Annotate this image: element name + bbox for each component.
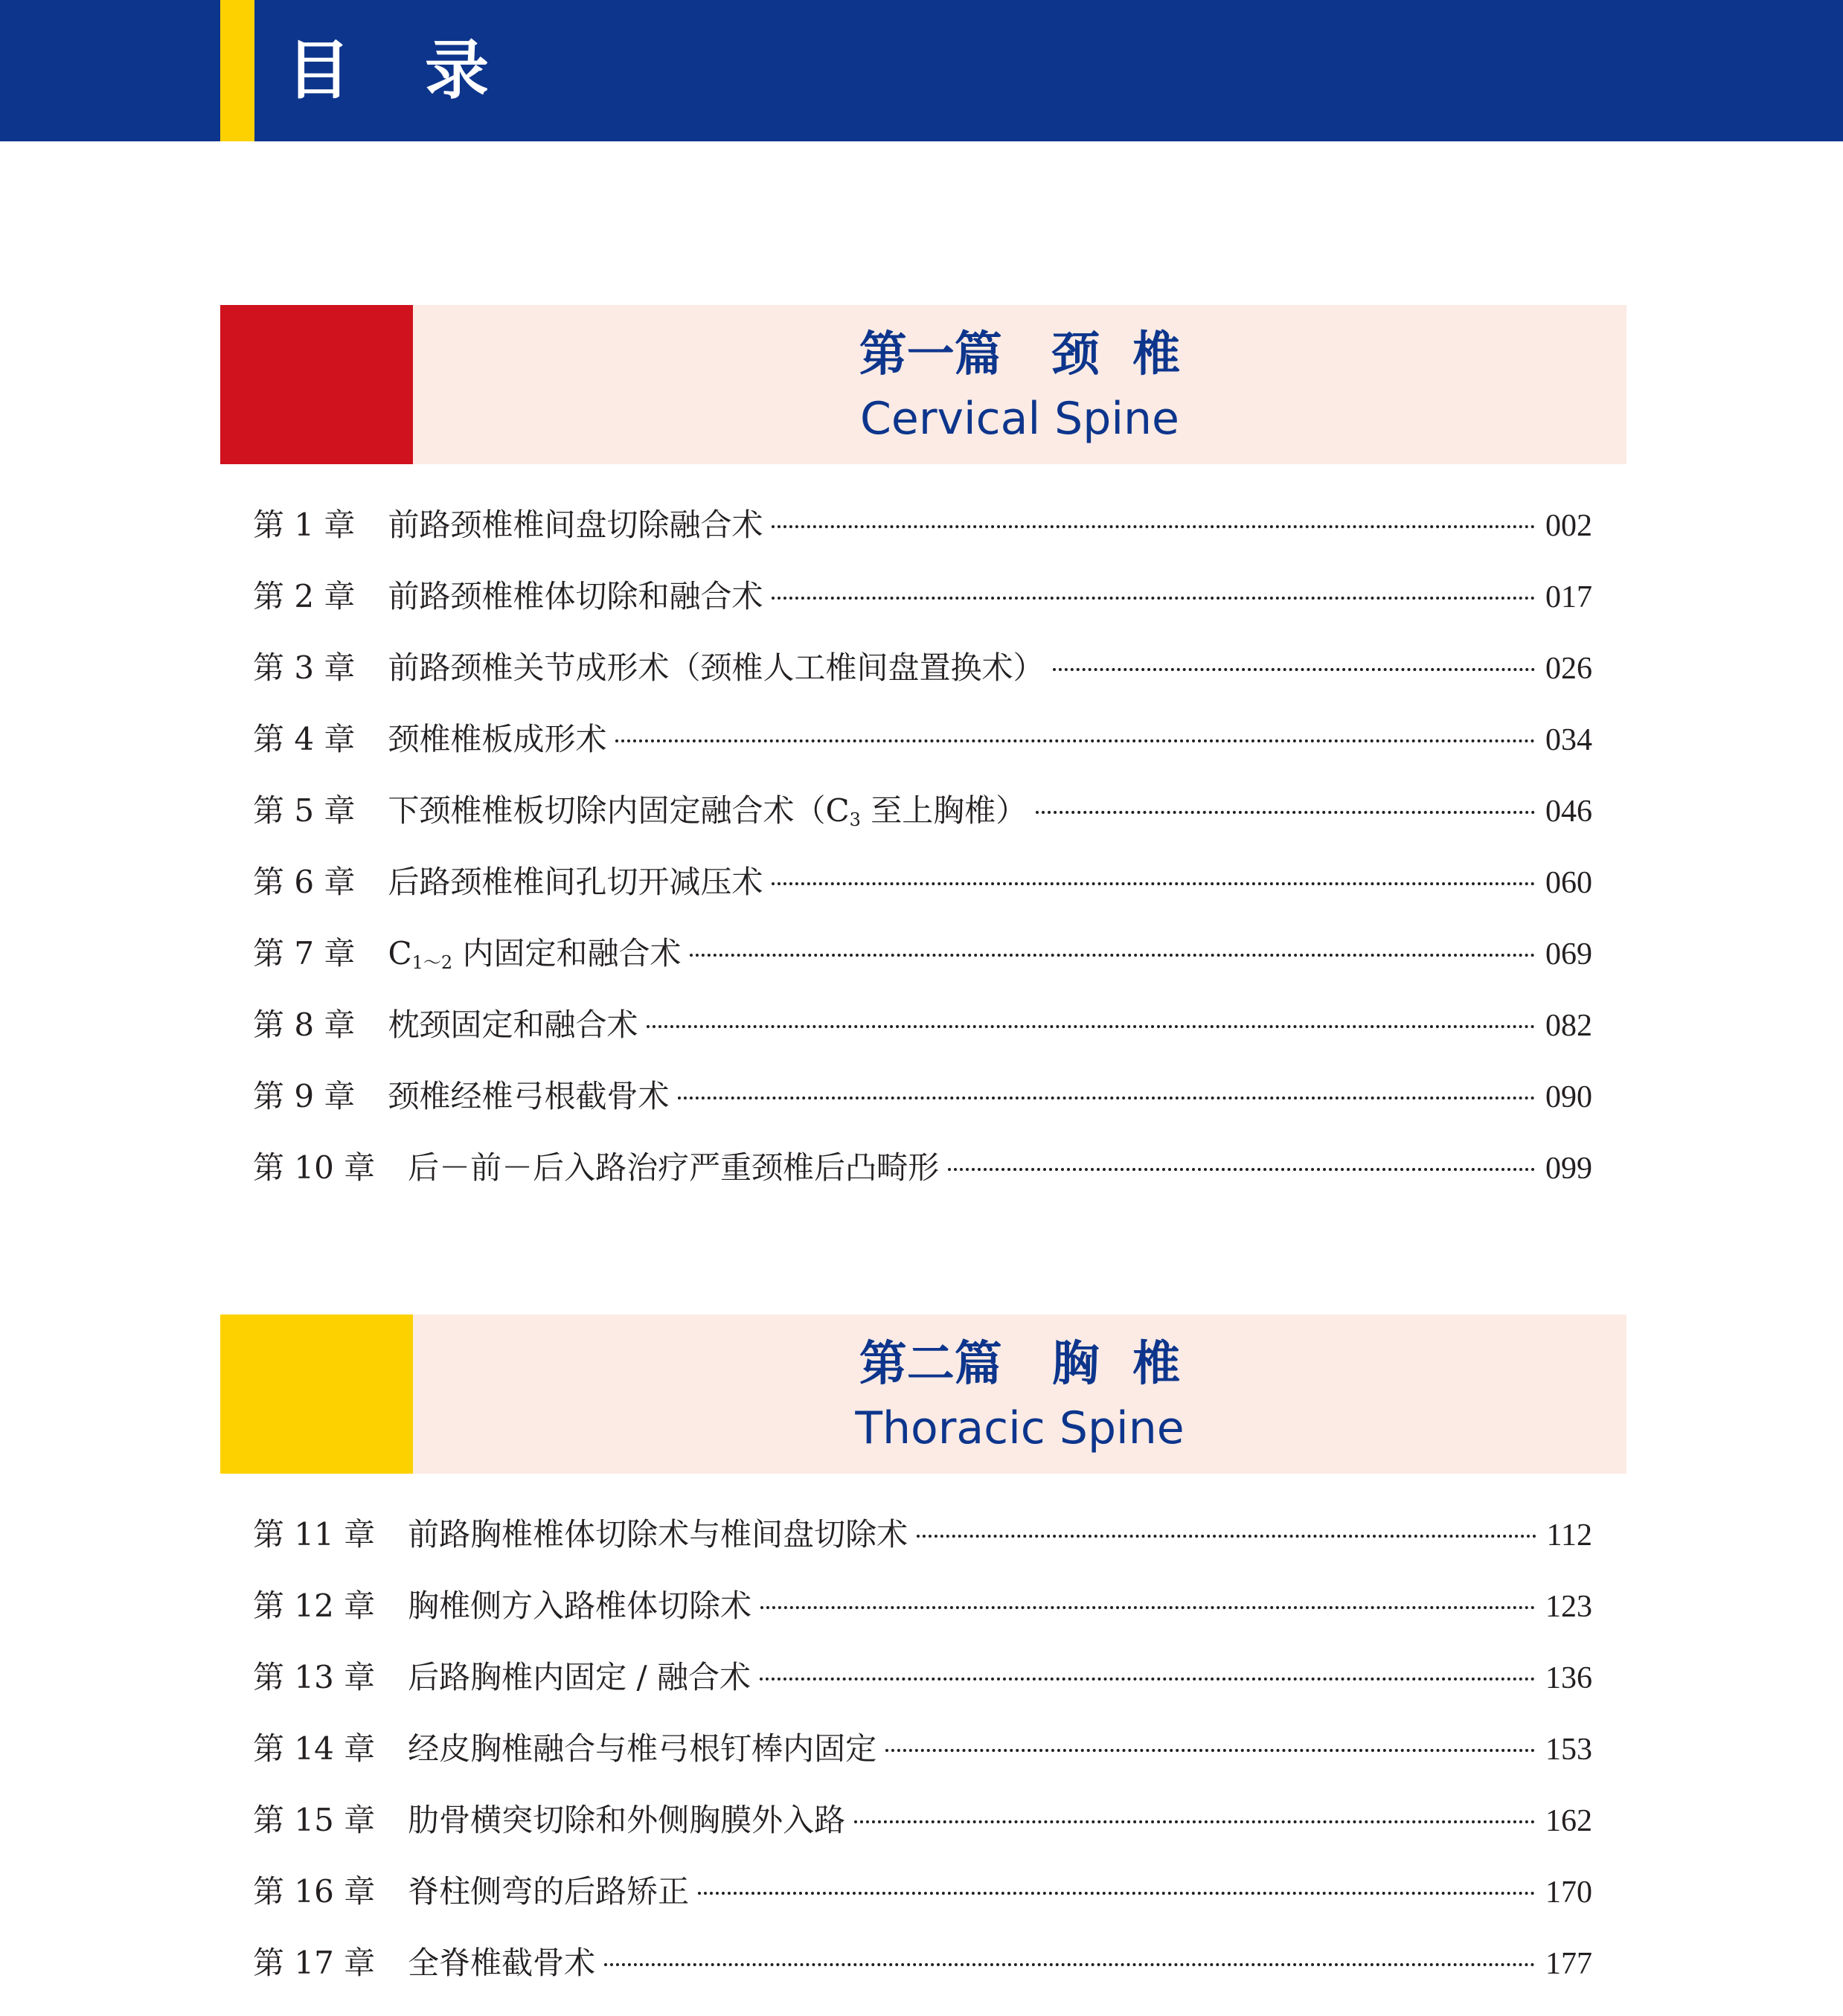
chapter-number: 第 8 章 <box>253 1007 356 1043</box>
dot-leader <box>772 882 1535 885</box>
chapter-title: 前路颈椎椎间盘切除融合术 <box>388 507 763 543</box>
toc-entry[interactable] <box>253 489 1592 561</box>
page-number: 034 <box>1545 723 1592 757</box>
dot-leader <box>615 739 1535 742</box>
toc-entry[interactable] <box>253 1785 1592 1856</box>
chapter-title-subscript: 3 <box>849 809 861 830</box>
part-one-accent-block <box>220 305 413 464</box>
part-two-accent-block <box>220 1314 413 1474</box>
top-banner <box>0 0 1843 141</box>
chapter-title <box>388 775 1027 847</box>
toc-entry[interactable] <box>253 1499 1592 1570</box>
page-number: 060 <box>1545 866 1592 900</box>
toc-entry[interactable] <box>253 632 1592 704</box>
dot-leader <box>760 1606 1535 1609</box>
chapter-number: 第 17 章 <box>253 1945 376 1981</box>
toc-entry[interactable] <box>253 1570 1592 1642</box>
dot-leader <box>760 1678 1535 1680</box>
chapter-title-part: 内固定和融合术 <box>452 935 682 972</box>
page-number: 136 <box>1545 1661 1592 1695</box>
toc-entry[interactable] <box>253 847 1592 918</box>
chapter-number: 第 14 章 <box>253 1730 376 1767</box>
chapter-number: 第 12 章 <box>253 1588 376 1624</box>
chapter-number: 第 4 章 <box>253 721 356 757</box>
chapter-title: 前路胸椎椎体切除术与椎间盘切除术 <box>408 1516 908 1553</box>
page-number: 153 <box>1545 1733 1592 1767</box>
chapter-title: 颈椎椎板成形术 <box>388 721 607 757</box>
chapter-number: 第 9 章 <box>253 1078 356 1114</box>
page-number: 082 <box>1545 1009 1592 1043</box>
chapter-title-part: C <box>388 935 412 972</box>
chapter-title-part: 下颈椎椎板切除内固定融合术（C <box>388 792 850 829</box>
part-two-subtitle: Thoracic Spine <box>855 1402 1185 1454</box>
chapter-number: 第 10 章 <box>253 1149 376 1186</box>
part-one-header <box>220 305 1626 464</box>
page-number: 090 <box>1545 1080 1592 1114</box>
chapter-title: 胸椎侧方入路椎体切除术 <box>408 1588 752 1624</box>
toc-entry[interactable] <box>253 1642 1592 1713</box>
chapter-number: 第 7 章 <box>253 935 356 972</box>
chapter-number: 第 6 章 <box>253 864 356 900</box>
page-number: 177 <box>1545 1947 1592 1981</box>
page-number: 002 <box>1545 509 1592 543</box>
dot-leader <box>698 1892 1535 1895</box>
chapter-title: 后路颈椎椎间孔切开减压术 <box>388 864 763 900</box>
dot-leader <box>1053 668 1535 671</box>
part-two-title: 第二篇 胸 椎 <box>859 1337 1181 1392</box>
chapter-number: 第 15 章 <box>253 1802 376 1838</box>
chapter-title: 肋骨横突切除和外侧胸膜外入路 <box>408 1802 846 1838</box>
chapter-number: 第 16 章 <box>253 1873 376 1910</box>
page-number: 046 <box>1545 794 1592 829</box>
part-two-header <box>220 1314 1626 1474</box>
page-number: 112 <box>1546 1518 1592 1553</box>
page-number: 123 <box>1545 1590 1592 1624</box>
dot-leader <box>772 597 1535 600</box>
chapter-title: 脊柱侧弯的后路矫正 <box>408 1873 690 1910</box>
chapter-title: 后路胸椎内固定 / 融合术 <box>408 1659 751 1695</box>
toc-entry[interactable] <box>253 1927 1592 1999</box>
toc-entry[interactable] <box>253 561 1592 632</box>
dot-leader <box>885 1749 1535 1752</box>
dot-leader <box>690 954 1535 957</box>
chapter-title: 经皮胸椎融合与椎弓根钉棒内固定 <box>408 1730 877 1767</box>
chapter-title <box>388 918 681 989</box>
toc-entry[interactable] <box>253 704 1592 775</box>
page-number: 099 <box>1545 1152 1592 1186</box>
chapter-number: 第 13 章 <box>253 1659 376 1695</box>
chapter-title: 枕颈固定和融合术 <box>388 1007 638 1043</box>
dot-leader <box>917 1535 1536 1538</box>
part-one-chapter-list <box>253 489 1592 1204</box>
part-one-title: 第一篇 颈 椎 <box>859 327 1181 382</box>
toc-entry[interactable] <box>253 1856 1592 1927</box>
chapter-title-part: 至上胸椎） <box>860 792 1028 829</box>
toc-entry[interactable] <box>253 1713 1592 1785</box>
chapter-title: 前路颈椎椎体切除和融合术 <box>388 578 763 614</box>
dot-leader <box>854 1820 1535 1823</box>
page-number: 162 <box>1545 1804 1592 1838</box>
chapter-number: 第 2 章 <box>253 578 356 614</box>
page-number: 170 <box>1545 1875 1592 1910</box>
chapter-title: 后－前－后入路治疗严重颈椎后凸畸形 <box>408 1149 940 1186</box>
contents-heading: 目录 <box>286 33 563 108</box>
part-two-chapter-list <box>253 1499 1592 1999</box>
dot-leader <box>772 525 1535 528</box>
toc-entry[interactable] <box>253 1061 1592 1132</box>
banner-accent-stripe <box>220 0 254 141</box>
dot-leader <box>678 1097 1535 1100</box>
chapter-title: 前路颈椎关节成形术（颈椎人工椎间盘置换术） <box>388 649 1045 686</box>
toc-entry[interactable] <box>253 775 1592 847</box>
chapter-number: 第 11 章 <box>253 1516 376 1553</box>
dot-leader <box>647 1025 1535 1028</box>
part-one-subtitle: Cervical Spine <box>860 393 1179 445</box>
chapter-number: 第 3 章 <box>253 649 356 686</box>
chapter-number: 第 1 章 <box>253 507 356 543</box>
dot-leader <box>604 1963 1535 1966</box>
chapter-number: 第 5 章 <box>253 792 356 829</box>
chapter-title: 颈椎经椎弓根截骨术 <box>388 1078 670 1114</box>
chapter-title: 全脊椎截骨术 <box>408 1945 596 1981</box>
dot-leader <box>948 1168 1535 1171</box>
toc-entry[interactable] <box>253 1132 1592 1204</box>
page-number: 069 <box>1545 937 1592 972</box>
chapter-title-subscript: 1～2 <box>411 952 453 973</box>
page-number: 017 <box>1545 580 1592 614</box>
toc-entry[interactable] <box>253 918 1592 989</box>
toc-entry[interactable] <box>253 989 1592 1061</box>
page-number: 026 <box>1545 652 1592 686</box>
dot-leader <box>1036 811 1535 814</box>
